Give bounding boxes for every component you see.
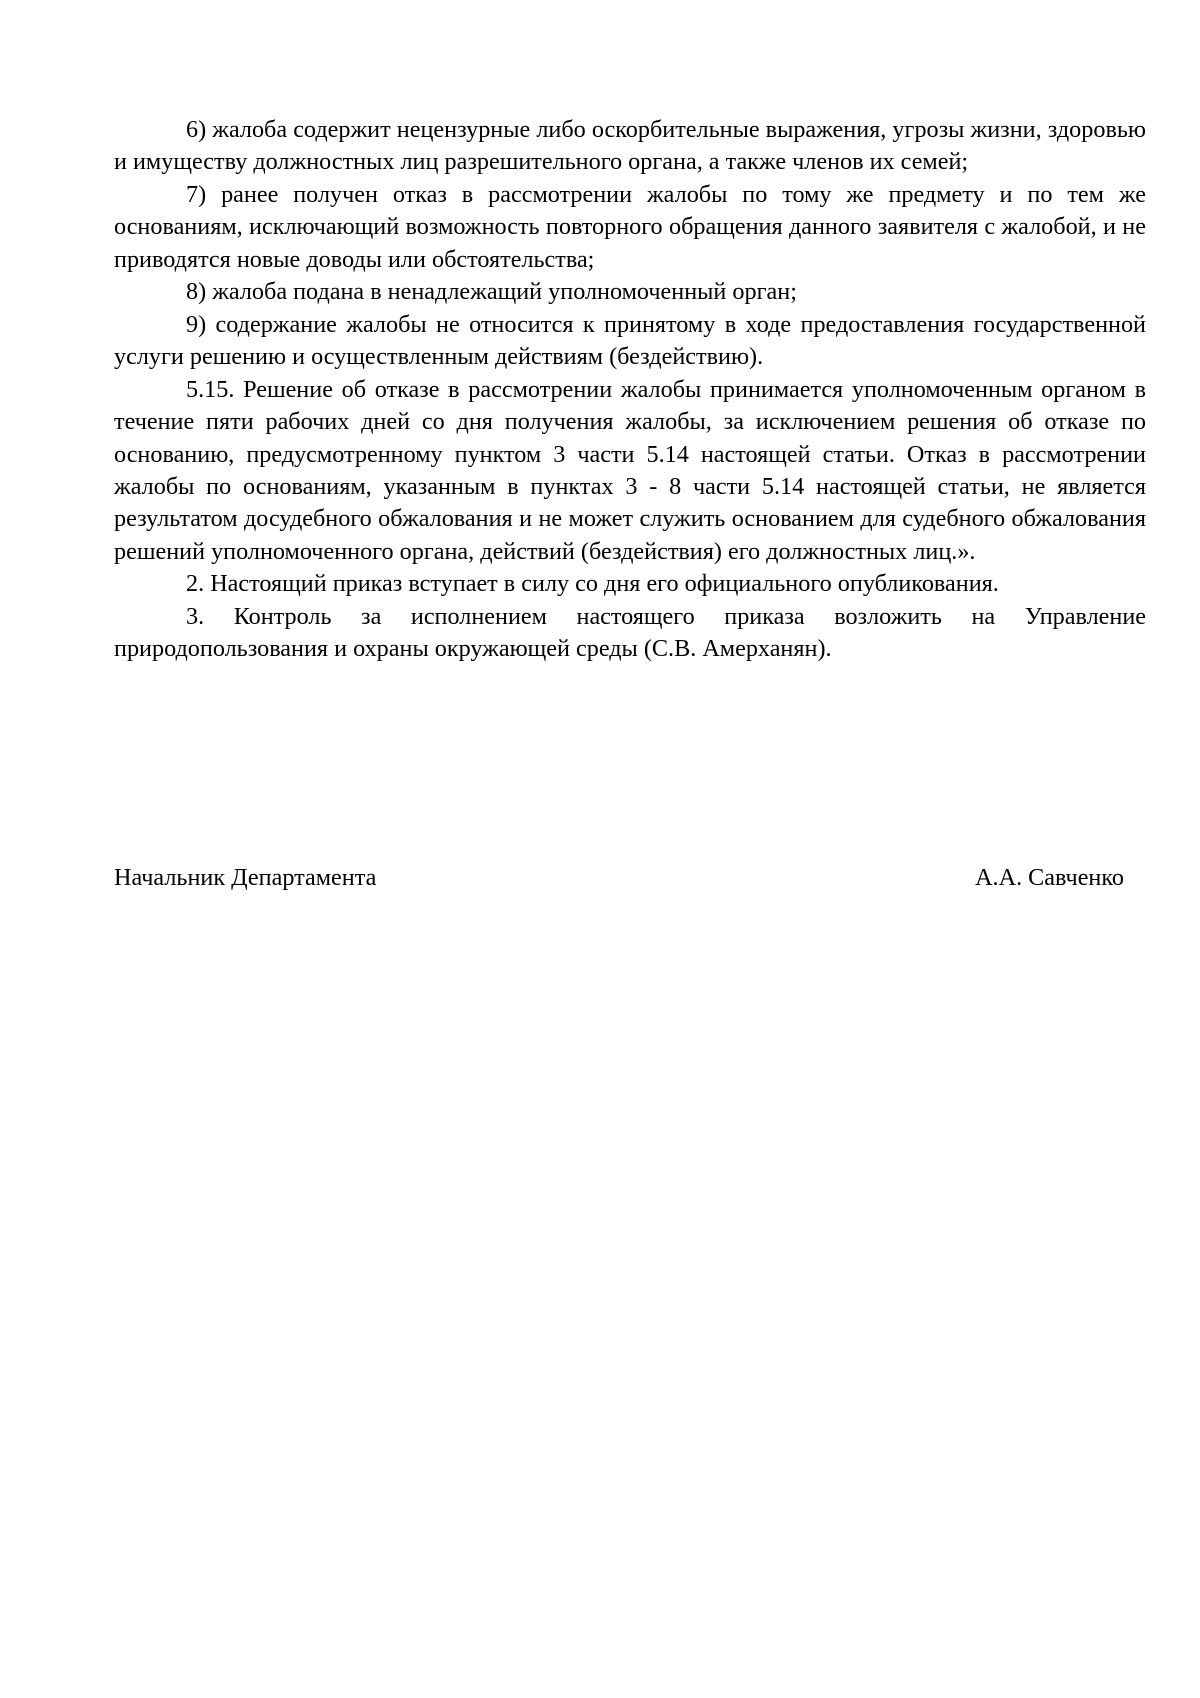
paragraph-item-7: 7) ранее получен отказ в рассмотрении жалобы по тому же предмету и по тем же основаниям, исключающий возможность повторного обращения данного заявителя с жалобой, и не приводятся новые доводы или обстоятельства; [114,180,1146,273]
paragraph-item-9: 9) содержание жалобы не относится к принятому в ходе предоставления государственной услуги решению и осуществленным действиям (бездействию). [114,310,1146,371]
paragraph-item-6: 6) жалоба содержит нецензурные либо оскорбительные выражения, угрозы жизни, здоровью и имуществу должностных лиц разрешительного органа, а также членов их семей; [114,116,1146,176]
paragraph-order-point-3: 3. Контроль за исполнением настоящего приказа возложить на Управление природопользования и охраны окружающей среды (С.В. Амерханян). [114,602,1146,663]
paragraph-item-8: 8) жалоба подана в ненадлежащий уполномоченный орган; [186,278,797,306]
document-body [114,114,1146,666]
signature-title: Начальник Департамента [114,864,377,891]
signature-name: А.А. Савченко [975,864,1124,891]
paragraph-order-point-2: 2. Настоящий приказ вступает в силу со дня его официального опубликования. [186,570,999,598]
paragraph-clause-5-15: 5.15. Решение об отказе в рассмотрении жалобы принимается уполномоченным органом в течение пяти рабочих дней со дня получения жалобы, за исключением решения об отказе по основанию, предусмотренному пунктом 3 части 5.14 настоящей статьи. Отказ в рассмотрении жалобы по основаниям, указанным в пунктах 3 - 8 части 5.14 настоящей статьи, не является результатом досудебного обжалования и не может служить основанием для судебного обжалования решений уполномоченного органа, действий (бездействия) его должностных лиц.». [114,375,1146,565]
